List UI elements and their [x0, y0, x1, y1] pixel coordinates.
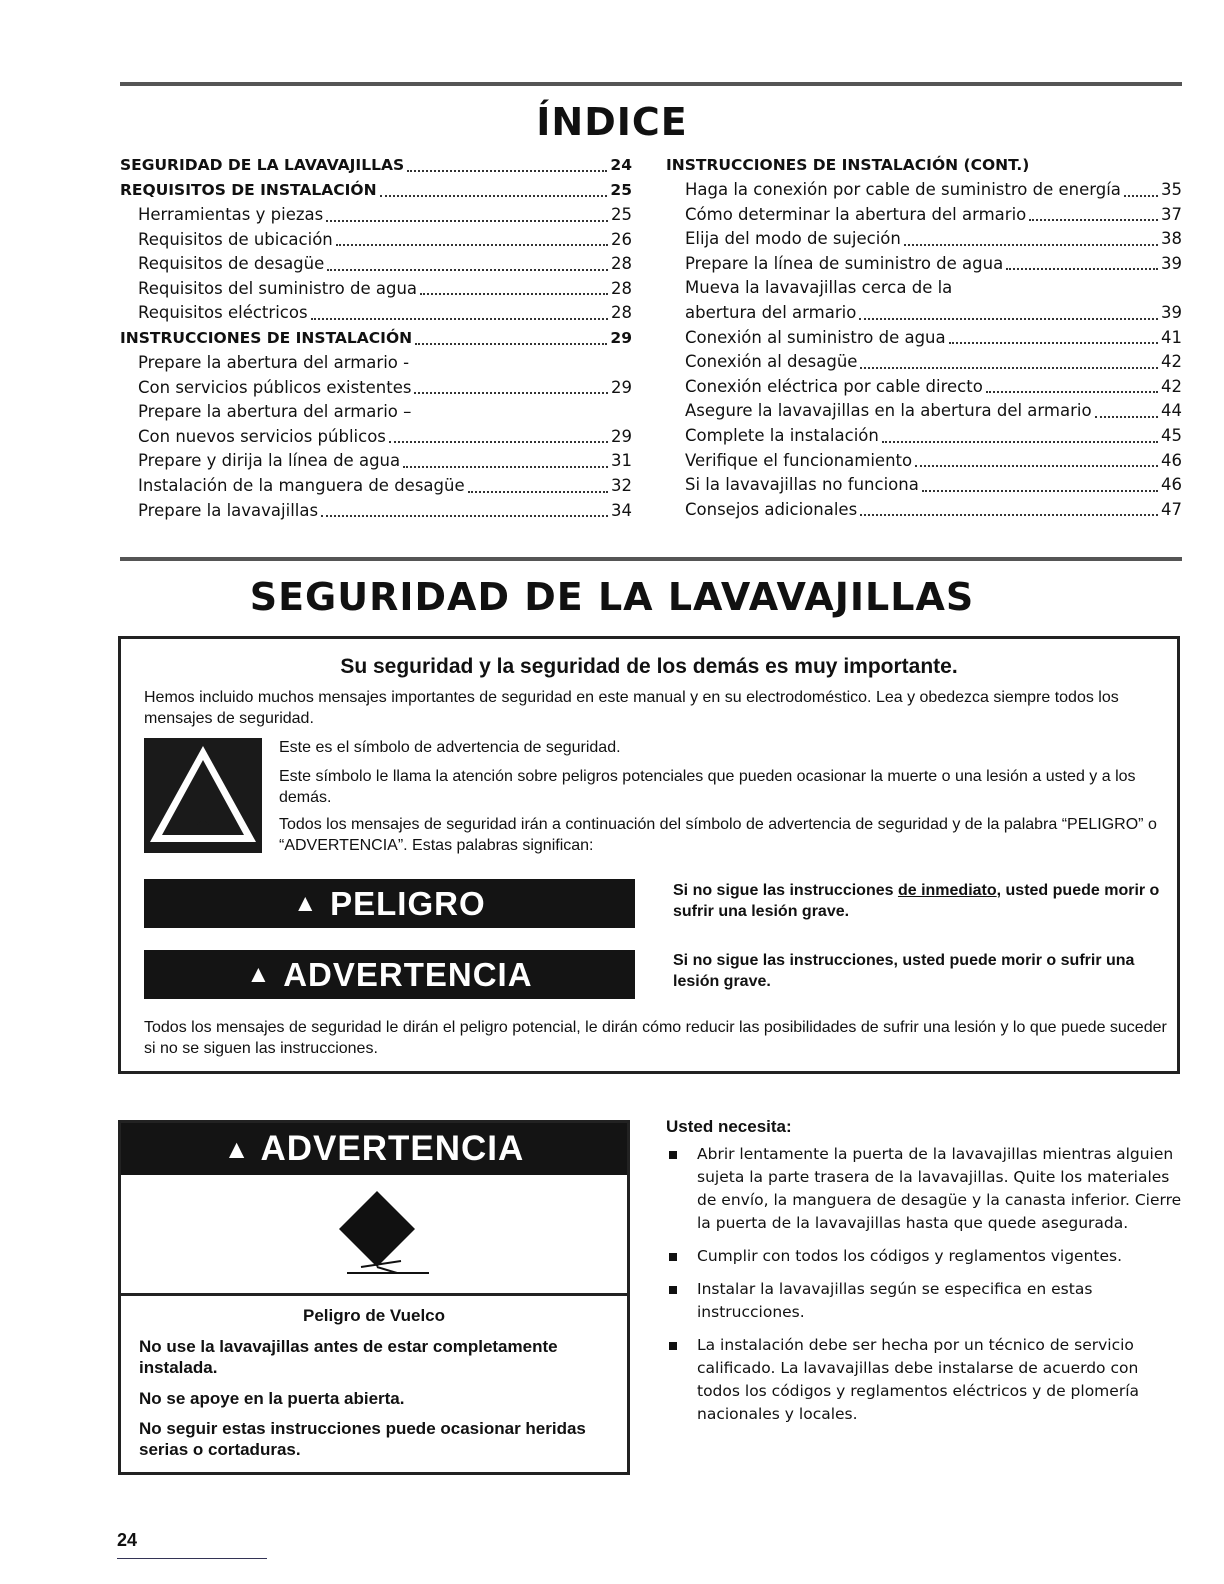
list-item: Cumplir con todos los códigos y reglamentos vigentes. — [666, 1245, 1186, 1268]
toc-entry-page: 29 — [611, 377, 632, 397]
toc-leader-dots — [380, 195, 608, 197]
safety-heading: Su seguridad y la seguridad de los demás es muy importante. — [340, 655, 958, 678]
toc-entry — [666, 252, 1182, 277]
toc-entry-label: Haga la conexión por cable de suministro de energía — [685, 180, 1121, 199]
warning-line-2: No se apoye en la puerta abierta. — [139, 1389, 405, 1408]
toc-entry-label: SEGURIDAD DE LA LAVAVAJILLAS — [120, 156, 405, 174]
toc-entry-label: Verifique el funcionamiento — [685, 450, 913, 470]
toc-entry-page: 45 — [1161, 425, 1182, 445]
peligro-signal-banner — [144, 879, 635, 928]
toc-entry-label: Requisitos del suministro de agua — [138, 278, 418, 298]
toc-entry-label: Consejos adicionales — [685, 499, 858, 519]
toc-leader-dots — [949, 342, 1158, 344]
toc-entry-page: 37 — [1161, 204, 1182, 224]
safety-closing: Todos los mensajes de seguridad le dirán el peligro potencial, le dirán cómo reducir las posibilidades de sufrir una lesión y lo que puede suceder si no se siguen las instrucciones. — [144, 1019, 1167, 1057]
toc-entry — [120, 277, 632, 302]
symbol-description-3: Todos los mensajes de seguridad irán a continuación del símbolo de advertencia de seguridad y de la palabra “PELIGRO” o “ADVERTENCIA”. Estas palabras significan: — [279, 816, 1157, 854]
toc-entry-page: 29 — [611, 426, 632, 446]
toc-leader-dots — [468, 491, 608, 493]
toc-entry-page: 42 — [1161, 376, 1182, 396]
warning-triangle-icon: ▲ — [246, 960, 272, 988]
toc-leader-dots — [327, 269, 608, 271]
safety-alert-icon — [144, 738, 262, 853]
safety-title: SEGURIDAD DE LA LAVAVAJILLAS — [249, 575, 975, 619]
toc-entry-page: 25 — [611, 205, 632, 224]
toc-entry-page: 46 — [1161, 475, 1182, 495]
bullet-icon — [669, 1286, 677, 1294]
safety-box — [118, 636, 1180, 1074]
toc-leader-dots — [882, 441, 1158, 443]
toc-entry: Mueva la lavavajillas cerca de la — [685, 278, 953, 298]
toc-entry — [120, 153, 632, 178]
toc-entry: INSTRUCCIONES DE INSTALACIÓN (CONT.) — [666, 156, 1030, 174]
bullet-icon — [669, 1253, 677, 1261]
toc-entry-label: abertura del armario — [685, 302, 857, 322]
toc-leader-dots — [859, 318, 1158, 320]
toc-entry-label: Complete la instalación — [685, 425, 879, 445]
warning-line-1: No use la lavavajillas antes de estar completamente instalada. — [139, 1337, 558, 1377]
toc-entry-label: Asegure la lavavajillas en la abertura del armario — [685, 401, 1092, 421]
tip-over-warning-box — [118, 1120, 630, 1475]
toc-entry — [120, 301, 632, 326]
toc-entry-page: 39 — [1161, 253, 1182, 273]
toc-left-column — [120, 153, 632, 523]
toc-entry-page: 42 — [1161, 352, 1182, 372]
toc-entry-label: Prepare la línea de suministro de agua — [685, 253, 1004, 273]
toc-entry — [120, 252, 632, 277]
toc-leader-dots — [860, 367, 1158, 369]
toc-entry-label: Requisitos de desagüe — [138, 254, 325, 274]
toc-entry — [120, 474, 632, 499]
toc-entry-label: INSTRUCCIONES DE INSTALACIÓN — [120, 328, 413, 347]
toc-entry-label: Requisitos eléctricos — [138, 303, 308, 323]
toc-entry — [666, 473, 1182, 498]
toc-entry-label: Conexión al desagüe — [685, 352, 858, 372]
toc-entry — [666, 424, 1182, 449]
toc-entry-page: 31 — [611, 451, 632, 471]
tip-over-icon — [317, 1187, 437, 1283]
toc-entry-page: 47 — [1161, 499, 1182, 519]
toc-entry — [120, 449, 632, 474]
toc-entry — [120, 326, 632, 351]
toc-entry-page: 39 — [1161, 302, 1182, 322]
toc-leader-dots — [326, 220, 608, 222]
toc-entry — [666, 498, 1182, 523]
tip-over-title: Peligro de Vuelco — [302, 1306, 446, 1325]
list-item: La instalación debe ser hecha por un técnico de servicio calificado. La lavavajillas debe instalarse de acuerdo con todos los códigos y reglamentos eléctricos y de plomería nacionales y locales. — [666, 1334, 1186, 1426]
toc-leader-dots — [922, 490, 1158, 492]
bullet-icon — [669, 1151, 677, 1159]
toc-entry-page: 25 — [610, 181, 632, 199]
toc-entry-page: 28 — [611, 278, 632, 298]
toc-entry-page: 29 — [610, 328, 632, 347]
toc-entry — [120, 499, 632, 524]
toc-entry — [666, 375, 1182, 400]
toc-entry — [666, 326, 1182, 351]
toc-entry-label: Instalación de la manguera de desagüe — [138, 475, 465, 495]
toc-entry — [120, 203, 632, 228]
list-item: Instalar la lavavajillas según se especifica en estas instrucciones. — [666, 1278, 1186, 1324]
toc-entry-label: Con nuevos servicios públicos — [138, 426, 386, 446]
toc-entry — [120, 228, 632, 253]
toc-leader-dots — [860, 514, 1158, 516]
symbol-description-2: Este símbolo le llama la atención sobre peligros potenciales que pueden ocasionar la muerte o una lesión a usted y a los demás. — [279, 768, 1136, 806]
toc-leader-dots — [414, 392, 608, 394]
toc-entry — [666, 350, 1182, 375]
advertencia-label: ADVERTENCIA — [283, 955, 533, 993]
footer-rule — [117, 1558, 267, 1559]
toc-entry-page: 44 — [1161, 401, 1182, 421]
top-rule — [120, 82, 1182, 86]
toc-entry-label: Requisitos de ubicación — [138, 229, 333, 249]
toc-leader-dots — [311, 318, 608, 320]
toc-leader-dots — [986, 391, 1158, 393]
toc-entry-label: Conexión eléctrica por cable directo — [685, 376, 983, 396]
warning-triangle-icon: ▲ — [223, 1133, 251, 1164]
needs-list — [666, 1143, 1186, 1436]
section-rule — [120, 557, 1182, 561]
toc-entry-page: 28 — [611, 303, 632, 323]
toc-entry-label: Cómo determinar la abertura del armario — [685, 204, 1027, 224]
toc-leader-dots — [915, 465, 1158, 467]
toc-entry-page: 35 — [1161, 180, 1182, 199]
toc-right-column — [666, 153, 1182, 522]
toc-entry-label: Prepare la lavavajillas — [138, 500, 319, 520]
toc-entry — [120, 376, 632, 401]
advertencia-description: Si no sigue las instrucciones, usted puede morir o sufrir una lesión grave. — [673, 952, 1135, 990]
toc-entry — [666, 399, 1182, 424]
warning-triangle-icon: ▲ — [293, 889, 319, 917]
needs-title: Usted necesita: — [666, 1117, 792, 1136]
toc-entry-label: REQUISITOS DE INSTALACIÓN — [120, 181, 377, 199]
toc-leader-dots — [403, 466, 608, 468]
toc-entry — [666, 178, 1182, 203]
page-number: 24 — [117, 1530, 138, 1550]
toc-title: ÍNDICE — [536, 100, 688, 144]
toc-leader-dots — [420, 293, 608, 295]
list-item: Abrir lentamente la puerta de la lavavajillas mientras alguien sujeta la parte trasera de la lavavajillas. Quite los materiales de envío, la manguera de desagüe y la canasta inferior. Cierre la puerta de la lavavajillas hasta que quede asegurada. — [666, 1143, 1186, 1235]
warning-banner-label: ADVERTENCIA — [260, 1129, 525, 1168]
toc-leader-dots — [1124, 195, 1158, 197]
toc-entry-label: Elija del modo de sujeción — [685, 229, 901, 249]
toc-entry-label: Si la lavavajillas no funciona — [685, 475, 919, 495]
bullet-icon — [669, 1342, 677, 1350]
toc-entry-page: 34 — [611, 500, 632, 520]
toc-leader-dots — [321, 515, 608, 517]
toc-leader-dots — [415, 343, 607, 345]
toc-leader-dots — [407, 170, 607, 172]
symbol-description-1: Este es el símbolo de advertencia de seguridad. — [279, 739, 621, 756]
toc-entry — [666, 203, 1182, 228]
toc-entry-page: 32 — [611, 475, 632, 495]
advertencia-signal-banner — [144, 950, 635, 999]
toc-entry — [120, 178, 632, 203]
toc-entry-label: Con servicios públicos existentes — [138, 377, 412, 397]
toc-entry: Prepare la abertura del armario - — [138, 352, 410, 372]
toc-leader-dots — [1095, 416, 1158, 418]
warning-line-3: No seguir estas instrucciones puede ocasionar heridas serias o cortaduras. — [139, 1419, 586, 1459]
toc-entry-page: 26 — [611, 229, 632, 249]
advertencia-banner — [121, 1123, 627, 1175]
warning-divider — [121, 1293, 627, 1296]
toc-entry — [666, 301, 1182, 326]
safety-intro: Hemos incluido muchos mensajes importantes de seguridad en este manual y en su electrodoméstico. Lea y obedezca siempre todos los mensajes de seguridad. — [144, 689, 1119, 727]
toc-entry-page: 41 — [1161, 327, 1182, 347]
toc-leader-dots — [336, 244, 608, 246]
toc-leader-dots — [1029, 219, 1158, 221]
toc-leader-dots — [904, 244, 1158, 246]
toc-leader-dots — [389, 441, 608, 443]
toc-entry-label: Conexión al suministro de agua — [685, 327, 946, 347]
toc-entry — [666, 227, 1182, 252]
toc-entry — [120, 425, 632, 450]
toc-leader-dots — [1006, 268, 1158, 270]
toc-entry-page: 46 — [1161, 450, 1182, 470]
toc-entry-page: 24 — [610, 156, 632, 174]
toc-entry-page: 28 — [611, 254, 632, 274]
peligro-label: PELIGRO — [330, 884, 486, 922]
peligro-description: Si no sigue las instrucciones de inmediato, usted puede morir o sufrir una lesión grave. — [673, 882, 1160, 920]
toc-entry-label: Herramientas y piezas — [138, 205, 324, 224]
toc-entry-label: Prepare y dirija la línea de agua — [138, 451, 401, 471]
toc-entry — [666, 449, 1182, 474]
toc-entry: Prepare la abertura del armario – — [138, 402, 412, 422]
toc-entry-page: 38 — [1161, 229, 1182, 249]
